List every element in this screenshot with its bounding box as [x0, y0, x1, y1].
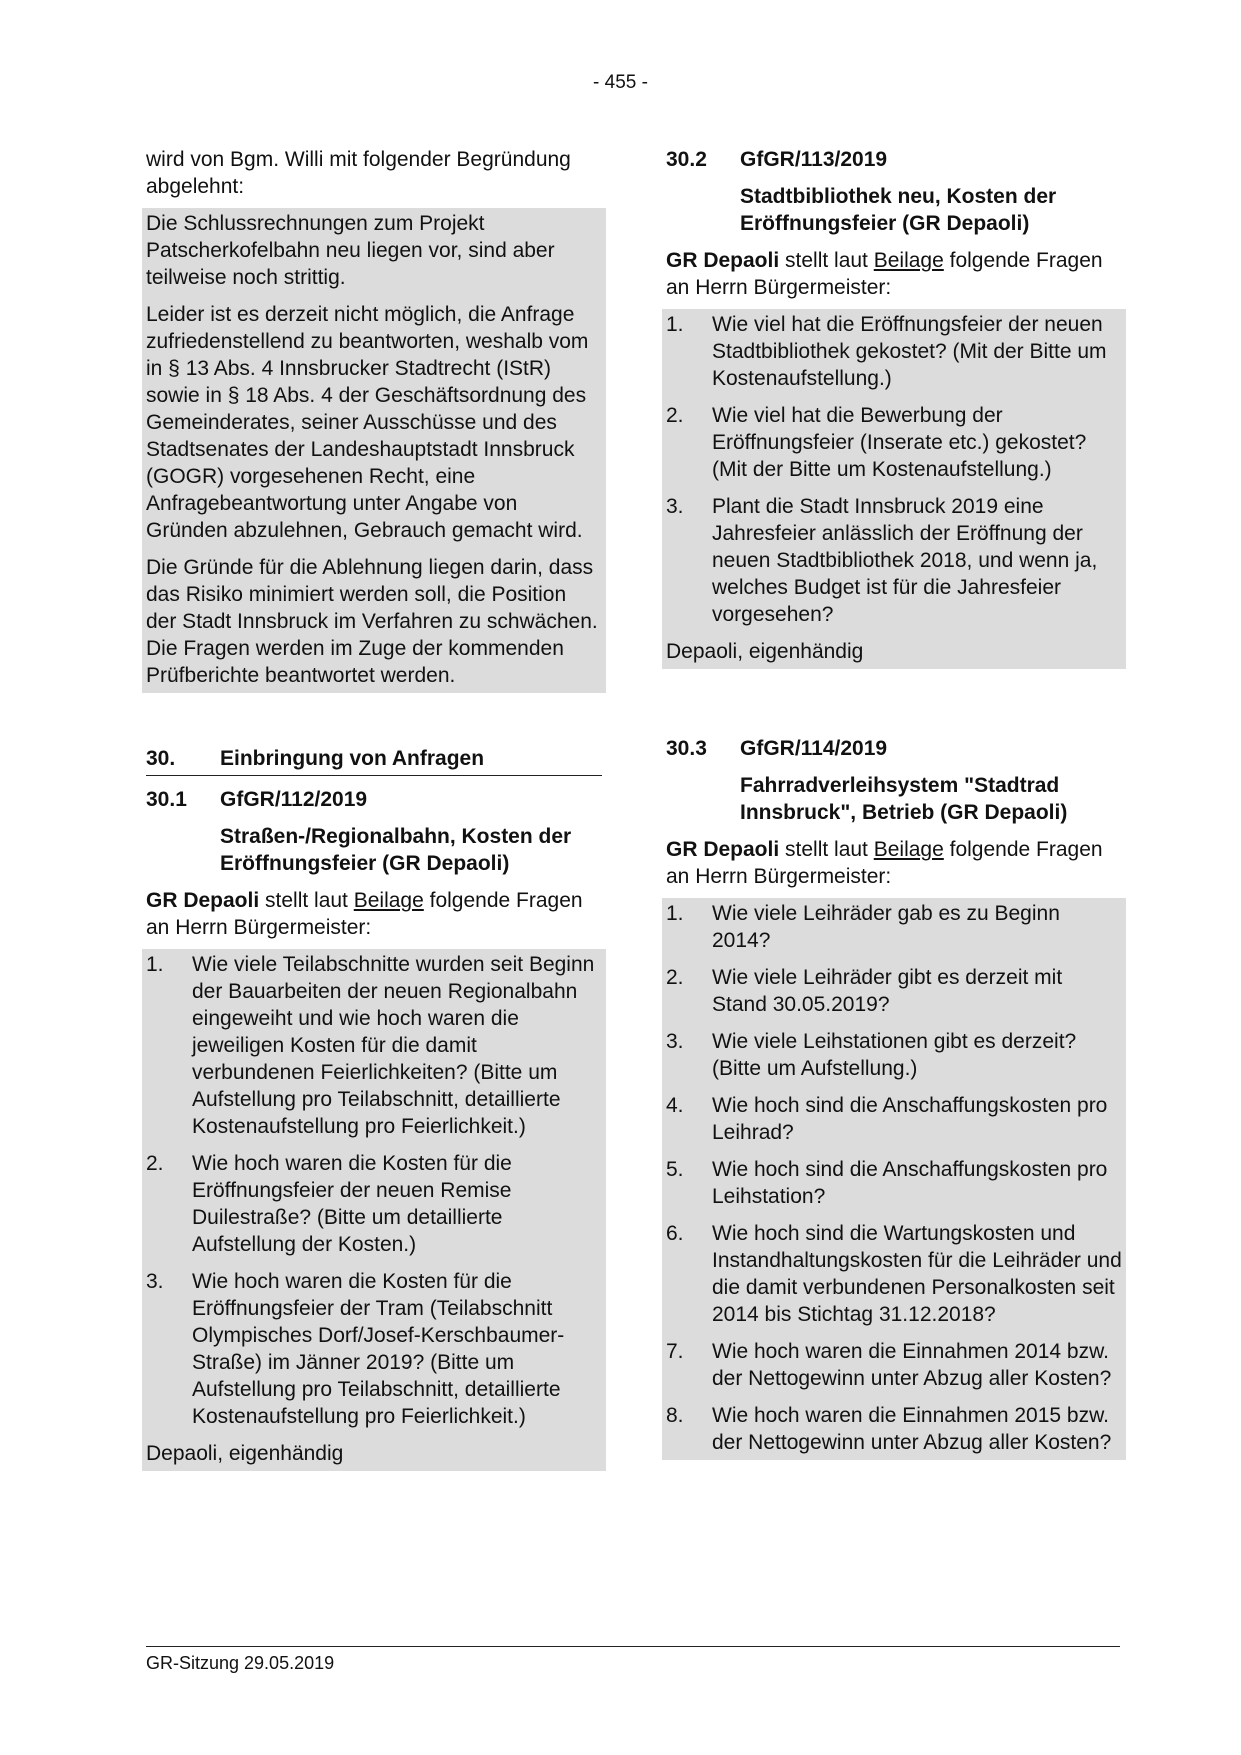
section-heading: [146, 745, 602, 776]
asker-name: GR Depaoli: [666, 838, 780, 861]
question-list: [666, 900, 1122, 1456]
list-item: [666, 1156, 1122, 1210]
question-number: 6.: [666, 1222, 684, 1245]
statement-paragraph: Die Schlussrechnungen zum Projekt Patscherkofelbahn neu liegen vor, sind aber teilweise noch strittig.: [146, 212, 555, 289]
question-text: Wie hoch sind die Wartungskosten und Instandhaltungskosten für die Leihräder und die damit verbundenen Personalkosten seit 2014 bis Stichtag 31.12.2018?: [712, 1222, 1122, 1326]
intro-text: wird von Bgm. Willi mit folgender Begründung abgelehnt:: [146, 148, 571, 198]
question-block: [662, 309, 1126, 669]
page-number: - 455 -: [593, 72, 648, 93]
question-text: Wie viele Teilabschnitte wurden seit Beginn der Bauarbeiten der neuen Regionalbahn eingeweiht und wie hoch waren die jeweiligen Kosten für die damit verbundenen Feierlichkeiten? (Bitte um Aufstellung pro Teilabschnitt, detaillierte Kostenaufstellung pro Feierlichkeit.): [192, 953, 595, 1138]
question-text: Wie hoch sind die Anschaffungskosten pro Leihstation?: [712, 1158, 1108, 1208]
section-title: Einbringung von Anfragen: [220, 747, 485, 770]
subsection-code: GfGR/114/2019: [740, 737, 888, 760]
signature: Depaoli, eigenhändig: [146, 1442, 344, 1465]
beilage-link[interactable]: Beilage: [873, 838, 944, 861]
list-item: [666, 493, 1122, 628]
question-text: Wie viel hat die Bewerbung der Eröffnungsfeier (Inserate etc.) gekostet? (Mit der Bitte um Kostenaufstellung.): [712, 404, 1087, 481]
subsection-title: Straßen-/Regionalbahn, Kosten der Eröffnungsfeier (GR Depaoli): [220, 825, 572, 875]
question-block: [142, 949, 606, 1471]
question-number: 3.: [666, 1030, 684, 1053]
asker-name: GR Depaoli: [666, 249, 780, 272]
question-number: 1.: [146, 953, 164, 976]
question-text: Wie viele Leihräder gab es zu Beginn 2014?: [712, 902, 1060, 952]
list-item: [146, 1150, 602, 1258]
question-text: Wie hoch waren die Kosten für die Eröffnungsfeier der neuen Remise Duilestraße? (Bitte um detaillierte Aufstellung der Kosten.): [192, 1152, 512, 1256]
question-number: 3.: [666, 495, 684, 518]
question-text: Wie viele Leihräder gibt es derzeit mit Stand 30.05.2019?: [712, 966, 1063, 1016]
question-text: Wie hoch waren die Kosten für die Eröffnungsfeier der Tram (Teilabschnitt Olympisches Dorf/Josef-Kerschbaumer-Straße) im Jänner 2019? (Bitte um Aufstellung pro Teilabschnitt, detaillierte Kostenaufstellung pro Feierlichkeit.): [192, 1270, 565, 1428]
subsection-title: Fahrradverleihsystem "Stadtrad Innsbruck", Betrieb (GR Depaoli): [740, 774, 1068, 824]
subsection-code: GfGR/113/2019: [740, 148, 888, 171]
subsection-code: GfGR/112/2019: [220, 788, 368, 811]
question-text: Wie viel hat die Eröffnungsfeier der neuen Stadtbibliothek gekostet? (Mit der Bitte um Kostenaufstellung.): [712, 313, 1107, 390]
question-number: 8.: [666, 1404, 684, 1427]
subsection-title: Stadtbibliothek neu, Kosten der Eröffnungsfeier (GR Depaoli): [740, 185, 1057, 235]
subsection-heading: [146, 786, 602, 813]
question-list: [666, 311, 1122, 628]
list-item: [666, 1402, 1122, 1456]
question-block: [662, 898, 1126, 1460]
question-text: Wie hoch sind die Anschaffungskosten pro Leihrad?: [712, 1094, 1108, 1144]
request-text: stellt laut: [779, 838, 874, 861]
question-number: 2.: [666, 966, 684, 989]
statement-paragraph: Leider ist es derzeit nicht möglich, die Anfrage zufriedenstellend zu beantworten, weshalb vom in § 13 Abs. 4 Innsbrucker Stadtrecht (IStR) sowie in § 18 Abs. 4 der Geschäftsordnung des Gemeinderates, seiner Ausschüsse und des Stadtsenates der Landeshauptstadt Innsbruck (GOGR) vorgesehenen Recht, eine Anfragebeantwortung unter Angabe von Gründen abzulehnen, Gebrauch gemacht wird.: [146, 303, 589, 542]
question-list: [146, 951, 602, 1430]
question-number: 2.: [666, 404, 684, 427]
question-number: 5.: [666, 1158, 684, 1181]
request-text: folgende Fragen an Herrn Bürgermeister:: [146, 889, 583, 939]
list-item: [666, 402, 1122, 483]
beilage-link[interactable]: Beilage: [353, 889, 424, 912]
rejection-statement: [142, 208, 606, 693]
list-item: [146, 951, 602, 1140]
subsection-heading: [666, 146, 1122, 173]
question-text: Plant die Stadt Innsbruck 2019 eine Jahresfeier anlässlich der Eröffnung der neuen Stadtbibliothek 2018, und wenn ja, welches Budget ist für die Jahresfeier vorgesehen?: [712, 495, 1098, 626]
subsection-number: 30.2: [666, 148, 707, 171]
list-item: [666, 1338, 1122, 1392]
page-footer: GR-Sitzung 29.05.2019: [146, 1646, 1120, 1674]
list-item: [666, 1028, 1122, 1082]
subsection-number: 30.1: [146, 788, 187, 811]
list-item: [666, 311, 1122, 392]
request-text: folgende Fragen an Herrn Bürgermeister:: [666, 249, 1103, 299]
question-number: 7.: [666, 1340, 684, 1363]
question-text: Wie hoch waren die Einnahmen 2014 bzw. der Nettogewinn unter Abzug aller Kosten?: [712, 1340, 1112, 1390]
left-column: [146, 146, 602, 1471]
list-item: [666, 1092, 1122, 1146]
request-text: stellt laut: [779, 249, 874, 272]
list-item: [666, 964, 1122, 1018]
question-number: 3.: [146, 1270, 164, 1293]
question-text: Wie hoch waren die Einnahmen 2015 bzw. der Nettogewinn unter Abzug aller Kosten?: [712, 1404, 1112, 1454]
request-text: stellt laut: [259, 889, 354, 912]
signature: Depaoli, eigenhändig: [666, 640, 864, 663]
list-item: [666, 1220, 1122, 1328]
beilage-link[interactable]: Beilage: [873, 249, 944, 272]
section-number: 30.: [146, 747, 176, 770]
subsection-number: 30.3: [666, 737, 707, 760]
statement-paragraph: Die Gründe für die Ablehnung liegen darin, dass das Risiko minimiert werden soll, die Position der Stadt Innsbruck im Verfahren zu schwächen. Die Fragen werden im Zuge der kommenden Prüfberichte beantwortet werden.: [146, 556, 598, 687]
request-line: [666, 836, 1122, 890]
list-item: [146, 1268, 602, 1430]
asker-name: GR Depaoli: [146, 889, 260, 912]
question-text: Wie viele Leihstationen gibt es derzeit? (Bitte um Aufstellung.): [712, 1030, 1077, 1080]
list-item: [666, 900, 1122, 954]
question-number: 1.: [666, 902, 684, 925]
right-column: [666, 146, 1122, 1460]
request-text: folgende Fragen an Herrn Bürgermeister:: [666, 838, 1103, 888]
question-number: 4.: [666, 1094, 684, 1117]
request-line: [666, 247, 1122, 301]
request-line: [146, 887, 602, 941]
question-number: 2.: [146, 1152, 164, 1175]
question-number: 1.: [666, 313, 684, 336]
subsection-heading: [666, 735, 1122, 762]
